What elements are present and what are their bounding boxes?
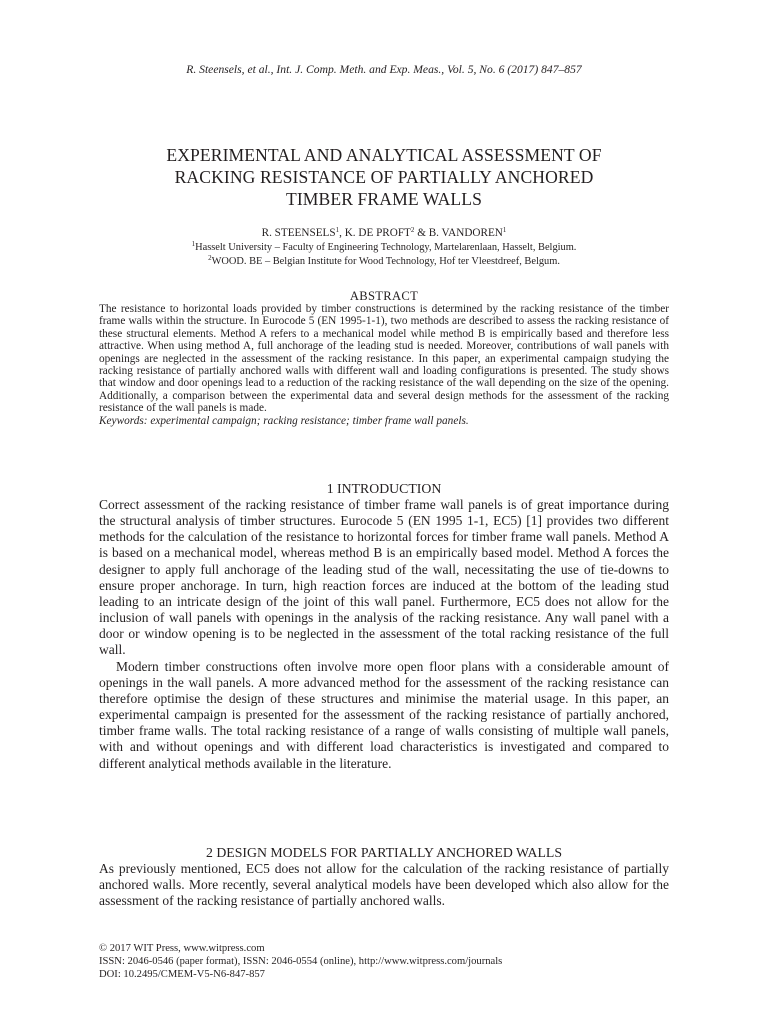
title-line: EXPERIMENTAL AND ANALYTICAL ASSESSMENT OF: [166, 145, 602, 165]
affiliation-mark: 1: [191, 240, 196, 248]
affiliation-mark: 2: [208, 254, 212, 262]
section-body-design-models: [99, 861, 669, 909]
body-paragraph: Modern timber constructions often involve more open floor plans with a considerable amount of openings in the wall panels. A more advanced method for the assessment of the racking resistance can therefore optimise the design of these structures and minimise the material usage. In this paper, an experimental campaign is presented for the assessment of the racking resistance of partially anchored, timber frame walls. The total racking resistance of a range of walls consisting of multiple wall panels, with and without openings and with different load characteristics is investigated and compared to different analytical methods available in the literature.: [99, 658, 669, 771]
section-heading-introduction: 1 INTRODUCTION: [326, 481, 442, 496]
section-body-introduction: [99, 497, 669, 772]
title-line: TIMBER FRAME WALLS: [285, 189, 482, 209]
copyright-line: © 2017 WIT Press, www.witpress.com: [99, 943, 265, 954]
author-separator: ,: [339, 227, 345, 239]
running-header: R. Steensels, et al., Int. J. Comp. Meth. and Exp. Meas., Vol. 5, No. 6 (2017) 847–857: [186, 63, 582, 76]
affiliation: [0, 242, 768, 253]
affiliation-text: Hasselt University – Faculty of Engineering Technology, Martelarenlaan, Hasselt, Belgium.: [195, 242, 577, 253]
affiliation: [0, 256, 768, 267]
page-footer: [99, 942, 669, 982]
body-paragraph: As previously mentioned, EC5 does not allow for the calculation of the racking resistance of partially anchored walls. More recently, several analytical models have been developed which also allow for the assessment of the racking resistance of partially anchored walls.: [99, 861, 669, 909]
abstract-heading: ABSTRACT: [349, 289, 419, 303]
author-name: R. STEENSELS: [261, 227, 336, 239]
author-affiliation-mark: 2: [410, 226, 415, 234]
author-separator: &: [414, 227, 429, 239]
author-name: B. VANDOREN: [428, 227, 503, 239]
title-line: RACKING RESISTANCE OF PARTIALLY ANCHORED: [174, 167, 594, 187]
author-affiliation-mark: 1: [502, 226, 507, 234]
author-list: [0, 227, 768, 239]
body-paragraph: Correct assessment of the racking resistance of timber frame wall panels is of great importance during the structural analysis of timber structures. Eurocode 5 (EN 1995 1-1, EC5) [1] provides two different methods for the calculation of the resistance to horizontal forces for timber frame wall panels. Method A is based on a mechanical model, whereas method B is an empirically based model. Method A forces the designer to apply full anchorage of the leading stud of the wall, necessitating the use of tie-downs to ensure proper anchorage. In turn, high reaction forces are induced at the bottom of the leading stud leading to an intricate design of the joint of this wall panel. Furthermore, EC5 does not allow for the inclusion of wall panels with openings in the analysis of the racking resistance. Any wall panel with a door or window opening is to be neglected in the assessment of the total racking resistance of the full wall.: [99, 497, 669, 658]
paper-title: [90, 144, 678, 210]
abstract-text: The resistance to horizontal loads provided by timber constructions is determined by the racking resistance of the timber frame walls within the structure. In Eurocode 5 (EN 1995-1-1), two methods are described to assess the racking resistance of these structural elements. Method A refers to a mechanical model while method B is empirically based and therefore less attractive. When using method A, full anchorage of the leading stud is needed. Moreover, contributions of wall panels with openings are neglected in the assessment of the racking resistance. In this paper, an experimental campaign studying the racking resistance of partially anchored walls with different wall and loading configurations is presented. The study shows that window and door openings lead to a reduction of the racking resistance of the wall depending on the size of the opening. Additionally, a comparison between the experimental data and several design methods for the assessment of the racking resistance of the wall panels is made.: [99, 303, 669, 415]
abstract: [99, 303, 669, 427]
doi-line: DOI: 10.2495/CMEM-V5-N6-847-857: [99, 969, 265, 981]
author-affiliation-mark: 1: [335, 226, 340, 234]
author-name: K. DE PROFT: [344, 227, 411, 239]
keywords: Keywords: experimental campaign; racking resistance; timber frame wall panels.: [99, 414, 469, 427]
issn-line: ISSN: 2046-0546 (paper format), ISSN: 2046-0554 (online), http://www.witpress.com/journals: [99, 956, 503, 968]
section-heading-design-models: 2 DESIGN MODELS FOR PARTIALLY ANCHORED WALLS: [205, 845, 563, 860]
affiliation-text: WOOD. BE – Belgian Institute for Wood Technology, Hof ter Vleestdreef, Belgum.: [211, 256, 560, 267]
